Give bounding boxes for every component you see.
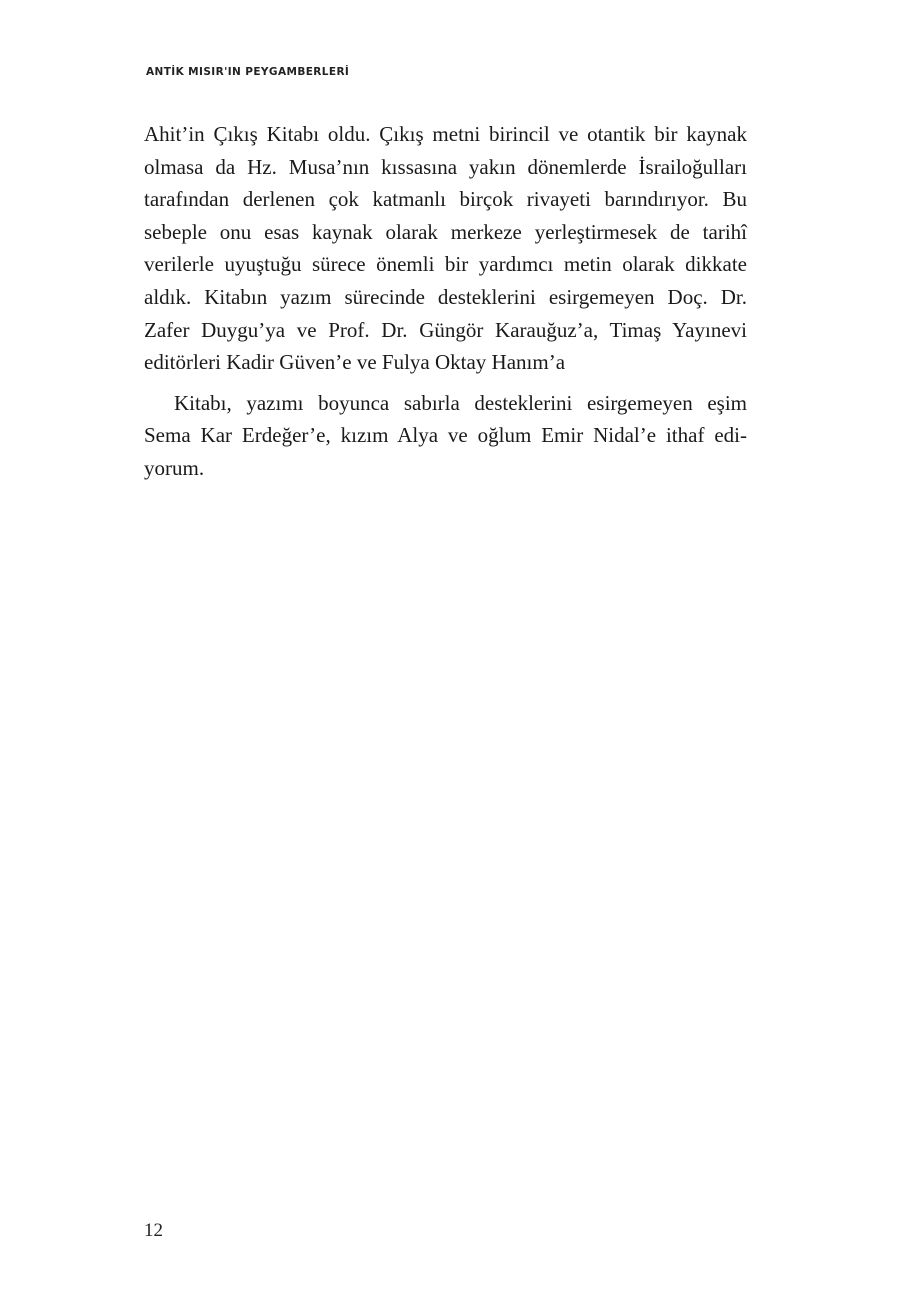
text-line: aldık. Kitabın yazım sürecinde desteklerini esirgemeyen Doç. Dr. <box>144 284 747 309</box>
text-line: verilerle uyuştuğu sürece önemli bir yardımcı metin olarak dikkate <box>144 252 747 277</box>
text-line: tarafından derlenen çok katmanlı birçok rivayeti barındırıyor. Bu <box>144 187 747 212</box>
running-head: ANTİK MISIR'IN PEYGAMBERLERİ <box>146 66 350 78</box>
paragraph-1 <box>144 118 747 379</box>
page-number: 12 <box>144 1220 163 1241</box>
paragraph-2 <box>144 387 747 485</box>
text-line: sebeple onu esas kaynak olarak merkeze yerleştirmesek de tarihî <box>144 219 747 244</box>
text-line: Sema Kar Erdeğer’e, kızım Alya ve oğlum Emir Nidal’e ithaf edi- <box>144 423 747 448</box>
text-line: yorum. <box>144 455 205 480</box>
text-line: olmasa da Hz. Musa’nın kıssasına yakın dönemlerde İsrailoğulları <box>144 154 747 179</box>
text-line: Ahit’in Çıkış Kitabı oldu. Çıkış metni birincil ve otantik bir kaynak <box>144 122 747 146</box>
body-text <box>144 118 747 485</box>
text-line: Kitabı, yazımı boyunca sabırla desteklerini esirgemeyen eşim <box>174 390 747 415</box>
text-line: Zafer Duygu’ya ve Prof. Dr. Güngör Karauğuz’a, Timaş Yayınevi <box>144 317 747 342</box>
text-line: editörleri Kadir Güven’e ve Fulya Oktay Hanım’a <box>144 350 566 375</box>
